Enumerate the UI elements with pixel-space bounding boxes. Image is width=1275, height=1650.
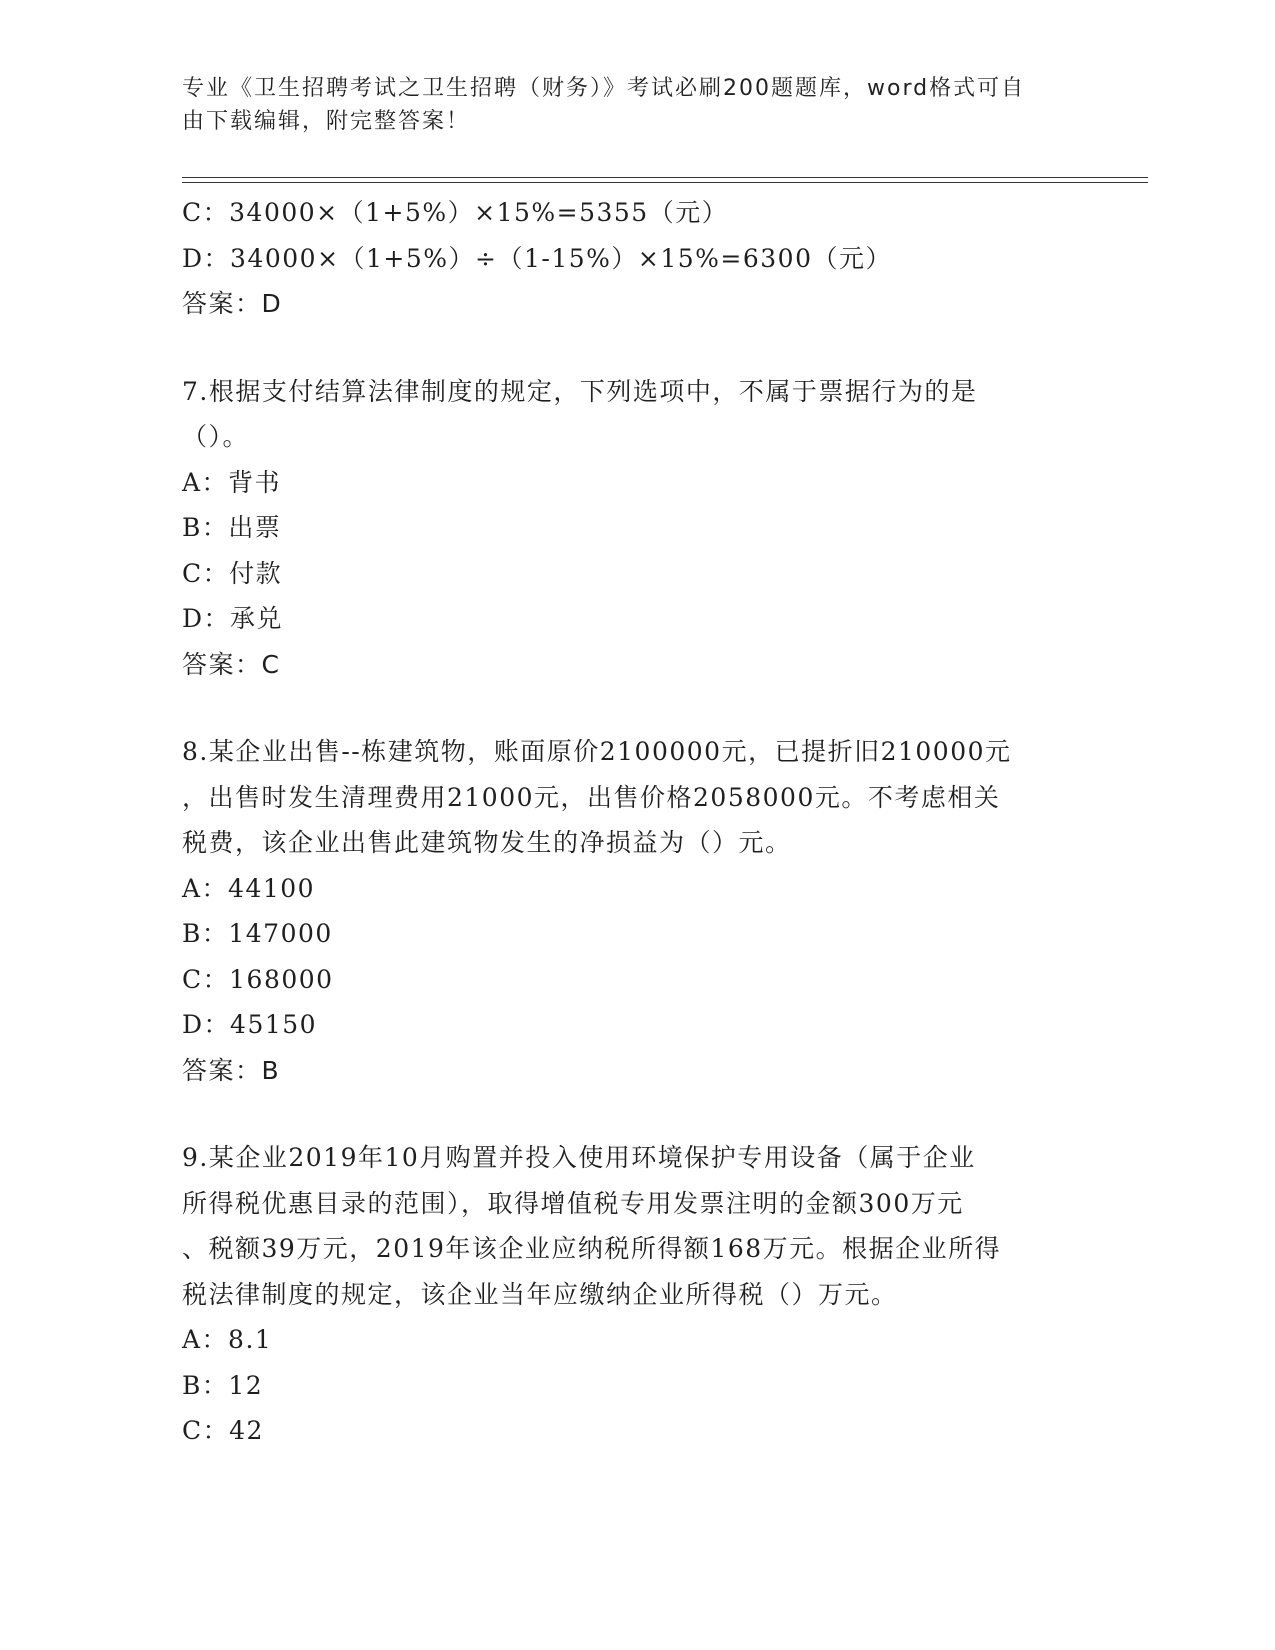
- option-d: D：45150: [182, 1010, 318, 1039]
- option-d: D：承兑: [182, 604, 284, 633]
- question-stem-line: （）。: [182, 422, 250, 451]
- question-9: [182, 1135, 1082, 1454]
- answer-line: 答案：D: [182, 289, 283, 318]
- question-stem-line: 8.某企业出售--栋建筑物，账面原价2100000元，已提折旧210000元: [182, 737, 1012, 766]
- question-stem-line: 税法律制度的规定，该企业当年应缴纳企业所得税（）万元。: [182, 1279, 898, 1309]
- option-b: B：12: [182, 1370, 264, 1400]
- question-stem-line: ，出售时发生清理费用21000元，出售价格2058000元。不考虑相关: [182, 782, 1001, 812]
- question-stem-line: 7.根据支付结算法律制度的规定，下列选项中，不属于票据行为的是: [182, 376, 978, 406]
- question-8: [182, 729, 1082, 1093]
- option-c: C：168000: [182, 964, 334, 994]
- option-a: A：44100: [182, 873, 316, 903]
- option-a: A：背书: [182, 467, 282, 497]
- option-c: C：34000×（1+5%）×15%=5355（元）: [182, 198, 729, 227]
- option-c: C：42: [182, 1416, 264, 1445]
- question-stem-line: 所得税优惠目录的范围），取得增值税专用发票注明的金额300万元: [182, 1188, 964, 1218]
- option-b: B：出票: [182, 513, 282, 542]
- question-stem-line: 、税额39万元，2019年该企业应纳税所得额168万元。根据企业所得: [182, 1234, 1002, 1263]
- option-b: B：147000: [182, 919, 333, 948]
- question-stem-line: 9.某企业2019年10月购置并投入使用环境保护专用设备（属于企业: [182, 1143, 976, 1172]
- option-a: A：8.1: [182, 1325, 273, 1354]
- option-c: C：付款: [182, 558, 283, 588]
- answer-line: 答案：C: [182, 649, 281, 679]
- header-line-1: 专业《卫生招聘考试之卫生招聘（财务）》考试必刷200题题库，word格式可自: [182, 76, 1026, 101]
- spacer: [182, 1093, 1082, 1135]
- document-body: [182, 190, 1082, 1454]
- answer-line: 答案：B: [182, 1055, 281, 1085]
- question-7: [182, 369, 1082, 688]
- option-d: D：34000×（1+5%）÷（1-15%）×15%=6300（元）: [182, 243, 892, 273]
- header-divider-bottom: [182, 182, 1148, 183]
- header-line-2: 由下载编辑，附完整答案！: [182, 109, 471, 134]
- spacer: [182, 687, 1082, 729]
- question-stem-line: 税费，该企业出售此建筑物发生的净损益为（）元。: [182, 828, 792, 857]
- previous-question-tail: [182, 190, 1082, 327]
- header-divider-top: [182, 177, 1148, 178]
- document-header: [182, 72, 1082, 138]
- spacer: [182, 327, 1082, 369]
